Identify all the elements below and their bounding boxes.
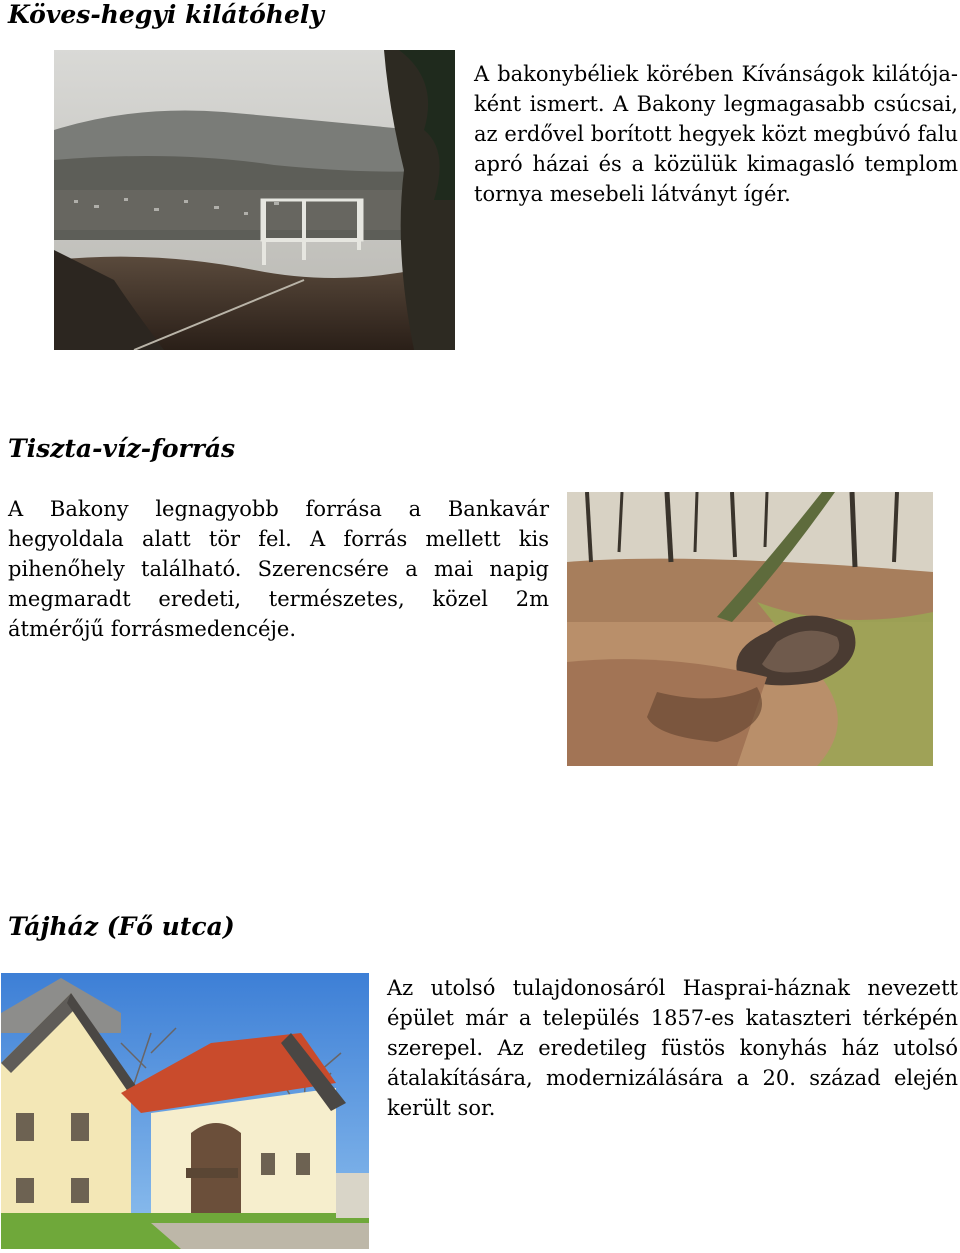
section-text-tajhaz: Az utolsó tulajdonosáról Hasprai-háznak nevezett épület már a település 1857-es kataszteri térképén szerepel. Az eredetileg füstös konyhás ház utolsó átalakítására, modernizálására a 20. század elején került sor. <box>387 976 958 1120</box>
section-text-forras: A Bakony legnagyobb forrása a Bankavár hegyoldala alatt tör fel. A forrás mellett kis pihenőhely található. Szerencsére a mai napig megmaradt eredeti, természetes, közel 2m átmérőjű forrásmedencéje. <box>8 497 549 641</box>
section-title-forras: Tiszta-víz-forrás <box>8 434 236 463</box>
section-text-kilatohely: A bakonybéliek körében Kívánságok kilátója-ként ismert. A Bakony legmagasabb csúcsai, az erdővel borított hegyek közt megbúvó falu apró házai és a közülük kimagasló templom tornya mesebeli látványt ígér. <box>474 62 958 206</box>
tajhaz-photo <box>1 973 369 1249</box>
lookout-photo <box>54 50 455 350</box>
section-title-kilatohely: Köves-hegyi kilátóhely <box>8 0 324 29</box>
section-title-tajhaz: Tájház (Fő utca) <box>8 912 235 941</box>
spring-photo <box>567 492 933 766</box>
